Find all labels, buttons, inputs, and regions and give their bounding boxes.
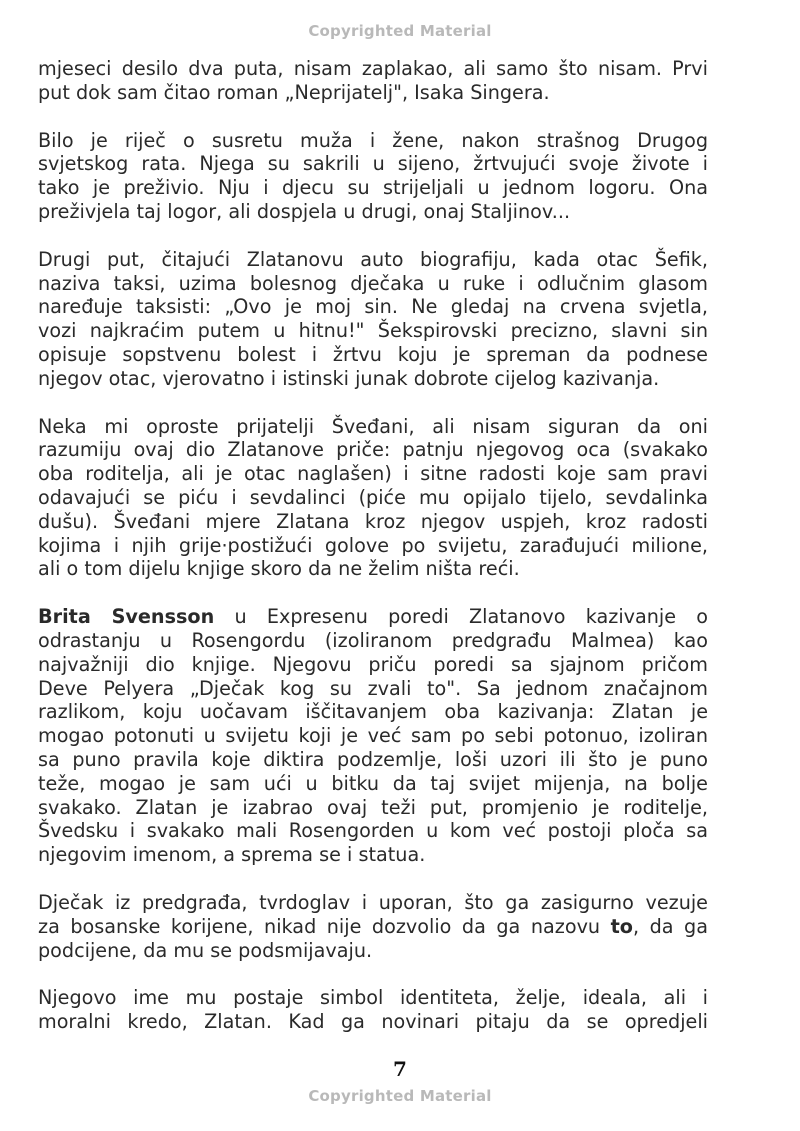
text-line: vozi najkraćim putem u hitnu!" Šekspirovski precizno, slavni sin (38, 319, 708, 343)
text-line (38, 915, 708, 939)
text-line: naziva taksi, uzima bolesnog dječaka u ruke i odlučnim glasom (38, 271, 708, 295)
text-line: tako je preživio. Nju i djecu su strijeljali u jednom logoru. Ona (38, 176, 708, 200)
text-line: mjeseci desilo dva puta, nisam zaplakao, ali samo što nisam. Prvi (38, 57, 708, 80)
text-line: svjetskog rata. Njega su sakrili u sijeno, žrtvujući svoje živote i (38, 152, 708, 176)
text-fragment: u Expresenu poredi Zlatanovo kazivanje o (214, 605, 708, 629)
text-line: razumiju ovaj dio Zlatanove priče: patnju njegovog oca (svakako (38, 438, 708, 462)
text-line: podcijene, da mu se podsmijavaju. (38, 938, 373, 962)
paragraph-2 (38, 129, 708, 224)
text-line: Dječak iz predgrađa, tvrdoglav i uporan, što ga zasigurno vezuje (38, 890, 708, 914)
text-fragment: za bosanske korijene, nikad nije dozvolio da ga nazovu (38, 914, 611, 938)
text-line: ali o tom dijelu knjige skoro da ne želim ništa reći. (38, 557, 520, 581)
text-line: Neka mi oproste prijatelji Šveđani, ali nisam siguran da oni (38, 414, 708, 438)
paragraph-6 (38, 891, 708, 962)
paragraph-7 (38, 986, 708, 1034)
watermark-bottom: Copyrighted Material (308, 1087, 492, 1105)
page-number: 7 (393, 1057, 407, 1081)
text-line: Deve Pelyera „Dječak kog su zvali to". Sa jednom značajnom (38, 676, 708, 700)
paragraph-4 (38, 415, 708, 582)
text-line (38, 605, 708, 629)
text-line: Njegovo ime mu postaje simbol identiteta, želje, ideala, ali i (38, 986, 708, 1010)
text-line: dušu). Šveđani mjere Zlatana kroz njegov uspjeh, kroz radosti (38, 509, 708, 533)
text-line: teže, mogao je sam ući u bitku da taj svijet mijenja, na bolje (38, 771, 708, 795)
text-line: preživjela taj logor, ali dospjela u drugi, onaj Staljinov... (38, 199, 571, 223)
bold-word: to (610, 914, 633, 938)
text-line: oba roditelja, ali je otac naglašen) i sitne radosti koje sam pravi (38, 462, 708, 486)
text-line: odavajući se piću i sevdalinci (piće mu opijalo tijelo, sevdalinka (38, 485, 708, 509)
text-line: svakako. Zlatan je izabrao ovaj teži put, promjenio je roditelje, (38, 795, 708, 819)
text-fragment: , da ga (632, 914, 708, 938)
text-line: najvažniji dio knjige. Njegovu priču poredi sa sjajnom pričom (38, 652, 708, 676)
text-line: njegovim imenom, a sprema se i statua. (38, 843, 426, 867)
bold-name: Brita Svensson (38, 605, 215, 629)
paragraph-5 (38, 605, 708, 867)
text-line: odrastanju u Rosengordu (izoliranom predgrađu Malmea) kao (38, 628, 708, 652)
paragraph-3 (38, 248, 708, 391)
text-line: naređuje taksisti: „Ovo je moj sin. Ne gledaj na crvena svjetla, (38, 295, 708, 319)
text-line: Drugi put, čitajući Zlatanovu auto biografiju, kada otac Šefik, (38, 247, 708, 271)
text-line: njegov otac, vjerovatno i istinski junak dobrote cijelog kazivanja. (38, 366, 660, 390)
text-line: Bilo je riječ o susretu muža i žene, nakon strašnog Drugog (38, 128, 708, 152)
text-line: put dok sam čitao roman „Neprijatelj", Isaka Singera. (38, 80, 550, 104)
text-line: Švedsku i svakako mali Rosengorden u kom već postoji ploča sa (38, 819, 708, 843)
text-line: razlikom, koju uočavam iščitavanjem oba kazivanja: Zlatan je (38, 700, 708, 724)
text-line: opisuje sopstvenu bolest i žrtvu koju je spreman da podnese (38, 342, 708, 366)
text-line: kojima i njih grije·postižući golove po svijetu, zarađujući milione, (38, 533, 708, 557)
text-line: mogao potonuti u svijetu koji je već sam po sebi potonuo, izoliran (38, 724, 708, 748)
watermark-top: Copyrighted Material (308, 22, 492, 40)
page-body-text (38, 57, 708, 1058)
text-line: sa puno pravila koje diktira podzemlje, loši uzori ili što je puno (38, 747, 708, 771)
text-line: moralni kredo, Zlatan. Kad ga novinari pitaju da se opredjeli (38, 1010, 708, 1034)
paragraph-1 (38, 57, 708, 105)
